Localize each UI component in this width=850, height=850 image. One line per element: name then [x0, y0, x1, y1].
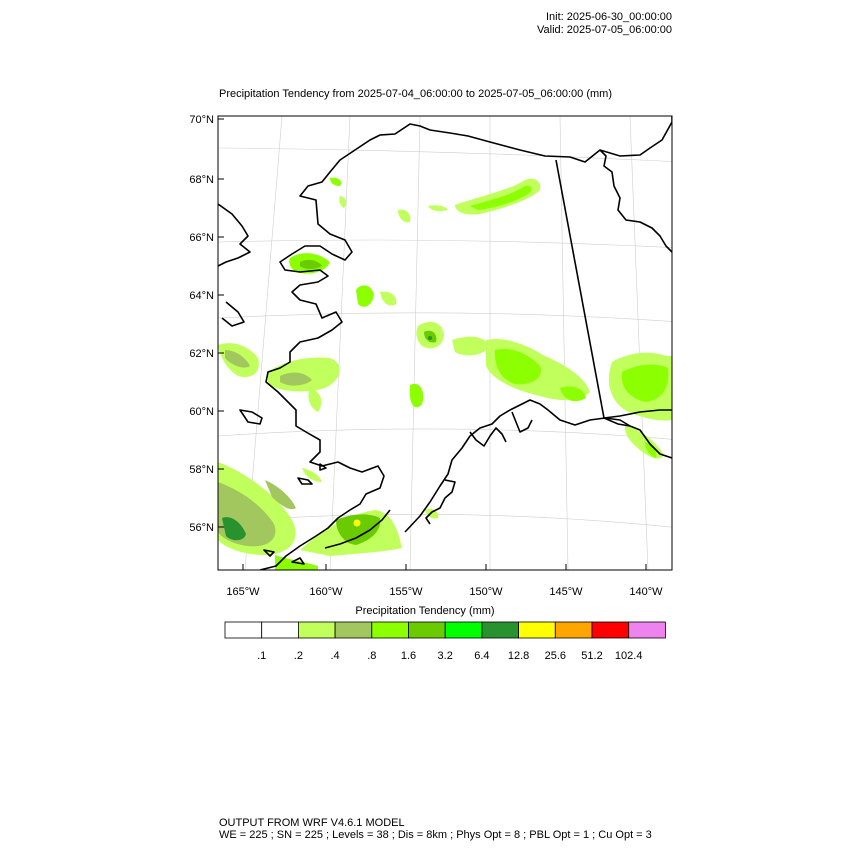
lat-label: 60°N: [189, 406, 214, 418]
lon-label: 155°W: [389, 586, 423, 598]
lon-label: 140°W: [629, 586, 663, 598]
colorbar-box: [629, 622, 666, 638]
colorbar-label: 102.4: [614, 650, 643, 662]
lat-label: 64°N: [189, 290, 214, 302]
lon-label: 150°W: [469, 586, 503, 598]
colorbar-label: 25.6: [544, 650, 567, 662]
colorbar-box: [555, 622, 592, 638]
map-plot-area: [218, 116, 680, 570]
colorbar-box: [482, 622, 519, 638]
map-title: Precipitation Tendency from 2025-07-04_06:00:00 to 2025-07-05_06:00:00 (mm): [219, 88, 612, 100]
lat-label: 62°N: [189, 348, 214, 360]
colorbar-label: .1: [257, 650, 267, 662]
valid-time-label: Valid: 2025-07-05_06:00:00: [537, 24, 672, 36]
colorbar-label: 1.6: [400, 650, 417, 662]
colorbar-box: [519, 622, 556, 638]
precip-fills: [218, 178, 672, 570]
colorbar-box: [592, 622, 629, 638]
init-time-label: Init: 2025-06-30_00:00:00: [546, 11, 672, 23]
colorbar-box: [409, 622, 446, 638]
lat-label: 68°N: [189, 174, 214, 186]
colorbar-box: [262, 622, 299, 638]
lon-labels: [226, 586, 663, 598]
footer-config-line: WE = 225 ; SN = 225 ; Levels = 38 ; Dis = 8km ; Phys Opt = 8 ; PBL Opt = 1 ; Cu Opt = 3: [219, 829, 652, 841]
colorbar-label: .2: [293, 650, 303, 662]
lat-label: 58°N: [189, 464, 214, 476]
colorbar-title: Precipitation Tendency (mm): [355, 605, 495, 617]
colorbar: [225, 622, 665, 638]
colorbar-box: [372, 622, 409, 638]
colorbar-box: [445, 622, 482, 638]
lon-label: 160°W: [309, 586, 343, 598]
colorbar-box: [225, 622, 262, 638]
colorbar-label: .8: [367, 650, 377, 662]
lat-label: 56°N: [189, 522, 214, 534]
colorbar-label: 12.8: [507, 650, 530, 662]
lat-label: 70°N: [189, 114, 214, 126]
lon-label: 165°W: [226, 586, 260, 598]
colorbar-labels: [257, 650, 642, 662]
colorbar-box: [298, 622, 335, 638]
footer-model-line: OUTPUT FROM WRF V4.6.1 MODEL: [219, 817, 405, 829]
lat-label: 66°N: [189, 232, 214, 244]
colorbar-label: 51.2: [581, 650, 603, 662]
colorbar-box: [335, 622, 372, 638]
lon-label: 145°W: [549, 586, 583, 598]
colorbar-label: 3.2: [437, 650, 453, 662]
lat-labels: [189, 114, 214, 534]
colorbar-label: .4: [330, 650, 340, 662]
colorbar-label: 6.4: [474, 650, 490, 662]
